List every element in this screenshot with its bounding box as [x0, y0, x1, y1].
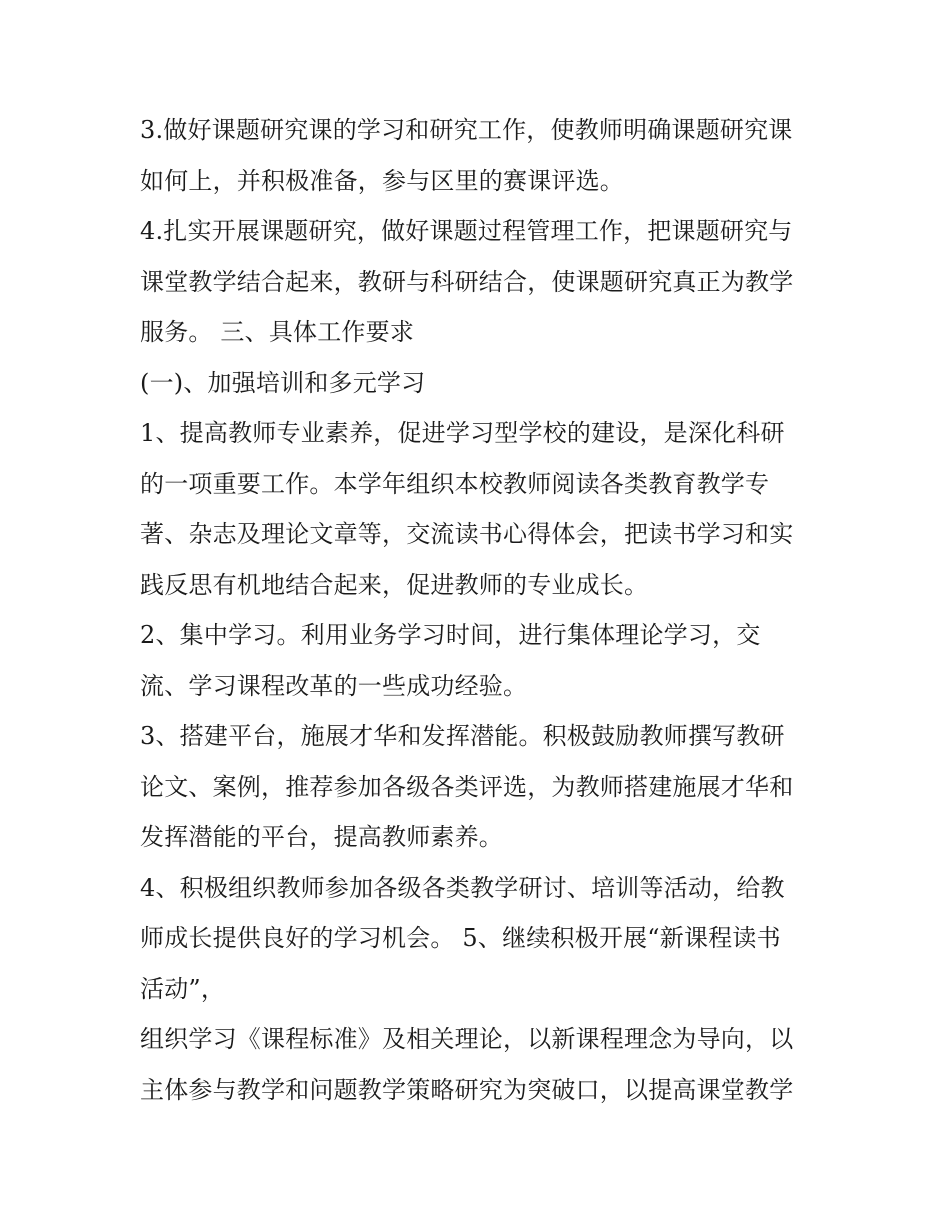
text-line: 3.做好课题研究课的学习和研究工作，使教师明确课题研究课	[140, 116, 793, 144]
text-line: 主体参与教学和问题教学策略研究为突破口，以提高课堂教学	[140, 1076, 794, 1104]
text-line: 论文、案例，推荐参加各级各类评选，为教师搭建施展才华和	[140, 773, 794, 801]
text-line: 如何上，并积极准备，参与区里的赛课评选。	[140, 167, 624, 195]
section-heading: (一)、加强培训和多元学习	[140, 369, 426, 397]
text-line: 师成长提供良好的学习机会。 5、继续积极开展“新课程读书	[140, 924, 781, 952]
text-line: 4.扎实开展课题研究，做好课题过程管理工作，把课题研究与	[140, 217, 793, 245]
text-line: 服务。 三、具体工作要求	[140, 318, 415, 346]
text-line: 流、学习课程改革的一些成功经验。	[140, 672, 528, 700]
text-line: 组织学习《课程标准》及相关理论，以新课程理念为导向，以	[140, 1025, 794, 1053]
text-line: 著、杂志及理论文章等，交流读书心得体会，把读书学习和实	[140, 520, 794, 548]
text-line: 课堂教学结合起来，教研与科研结合，使课题研究真正为教学	[140, 268, 794, 296]
text-line: 践反思有机地结合起来，促进教师的专业成长。	[140, 571, 649, 599]
text-line: 1、提高教师专业素养，促进学习型学校的建设，是深化科研	[140, 419, 785, 447]
text-line: 2、集中学习。利用业务学习时间，进行集体理论学习，交	[140, 621, 761, 649]
text-line: 活动”，	[140, 975, 226, 1003]
text-line: 4、积极组织教师参加各级各类教学研讨、培训等活动，给教	[140, 874, 785, 902]
text-line: 发挥潜能的平台，提高教师素养。	[140, 823, 503, 851]
text-line: 的一项重要工作。本学年组织本校教师阅读各类教育教学专	[140, 470, 770, 498]
text-line: 3、搭建平台，施展才华和发挥潜能。积极鼓励教师撰写教研	[140, 722, 785, 750]
